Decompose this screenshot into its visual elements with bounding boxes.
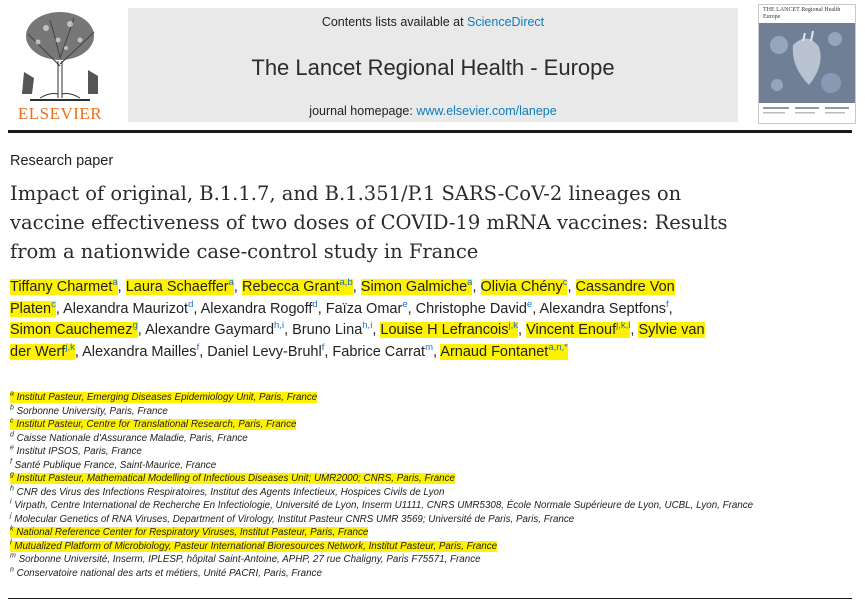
publisher-wordmark: ELSEVIER [17, 104, 103, 123]
affiliation-item [10, 445, 855, 459]
author-affiliation-marker[interactable]: e [526, 298, 533, 310]
author-name-text: Fabrice Carrat [332, 343, 426, 360]
affiliation-text: Institut IPSOS, Paris, France [13, 446, 142, 457]
affiliation-key: g [10, 471, 14, 479]
author-name[interactable] [481, 279, 568, 295]
author-name-text: Tiffany Charmet [10, 279, 113, 295]
article-title: Impact of original, B.1.1.7, and B.1.351/P.1 SARS-CoV-2 lineages on vaccine effectiveness of two doses of COVID-19 mRNA vaccines: Results from a nationwide case-control study in France [10, 182, 728, 263]
author-affiliation-marker[interactable]: j,k,l [616, 320, 631, 332]
author-name-text: Rebecca Grant [241, 279, 340, 295]
affiliation-text: Molecular Genetics of RNA Viruses, Department of Virology, Institut Pasteur CNRS UMR 3569; Université de Paris, Paris, France [11, 513, 575, 525]
author-name-text: Vincent Enouf [526, 322, 617, 338]
affiliation-text: Sorbonne Université, Inserm, IPLESP, hôpital Saint-Antoine, APHP, 27 rue Chaligny, Paris F75571, France [15, 554, 481, 565]
sciencedirect-link[interactable]: ScienceDirect [467, 15, 545, 29]
author-affiliation-marker[interactable]: e [402, 298, 408, 310]
author-name-text: Arnaud Fontanet [440, 343, 549, 360]
affiliation-key: k [10, 525, 14, 533]
author-name-text: Cassandre Von Platen [10, 279, 675, 317]
affiliation-text: Virpath, Centre International de Recherche En Infectiologie, Université de Lyon, Inserm U1111, CNRS UMR5308, École Normale Supérieure de Lyon, UCBL, Lyon, France [11, 500, 754, 511]
author-name[interactable] [10, 279, 118, 295]
contents-availability-line [128, 15, 738, 29]
author-name[interactable] [145, 322, 284, 338]
author-affiliation-marker[interactable]: c [51, 298, 56, 310]
header-divider [8, 130, 852, 133]
journal-homepage-line [128, 104, 738, 118]
affiliation-item [10, 540, 855, 554]
author-name-text: Christophe David [415, 300, 527, 317]
homepage-prefix: journal homepage: [309, 104, 417, 118]
author-affiliation-marker[interactable]: a,b [339, 277, 353, 289]
affiliation-key: i [10, 498, 12, 506]
author-name[interactable] [200, 298, 318, 317]
author-name[interactable] [332, 341, 434, 360]
affiliation-key: n [10, 566, 14, 574]
author-name[interactable] [126, 279, 234, 295]
affiliation-item [10, 513, 855, 527]
affiliation-item [10, 391, 855, 405]
author-affiliation-marker[interactable]: d [312, 298, 318, 310]
affiliation-key: j [10, 512, 12, 520]
author-name[interactable] [526, 322, 630, 338]
affiliation-item [10, 418, 855, 432]
author-name[interactable] [82, 341, 200, 360]
author-affiliation-marker[interactable]: a [228, 277, 234, 289]
affiliation-list [10, 391, 855, 580]
author-affiliation-marker[interactable]: j,k [65, 341, 75, 353]
journal-cover-thumbnail[interactable] [758, 4, 856, 124]
author-name-text: Alexandra Rogoff [200, 300, 313, 317]
affiliation-key: l [10, 539, 12, 547]
author-name-text: Bruno Lina [292, 322, 363, 338]
author-name[interactable] [361, 279, 473, 295]
author-name[interactable] [292, 322, 372, 338]
affiliation-key: m [10, 552, 16, 560]
author-name-text: Simon Galmiche [360, 279, 468, 295]
journal-homepage-link[interactable]: www.elsevier.com/lanepe [416, 104, 557, 118]
author-affiliation-marker[interactable]: a,n,* [548, 341, 568, 353]
affiliation-item [10, 486, 855, 500]
author-name[interactable] [415, 298, 533, 317]
author-name-text: Daniel Levy-Bruhl [207, 343, 322, 360]
author-name-text: Olivia Chény [480, 279, 563, 295]
author-name[interactable] [325, 298, 408, 317]
affiliation-key: h [10, 485, 14, 493]
author-name-text: Sylvie van der Werf [10, 322, 705, 360]
affiliation-item [10, 459, 855, 473]
author-affiliation-marker[interactable]: f [666, 298, 669, 310]
affiliation-item [10, 432, 855, 446]
author-affiliation-marker[interactable]: h,i [274, 320, 285, 332]
affiliation-key: a [10, 390, 14, 398]
author-name-text: Louise H Lefrancois [380, 322, 509, 338]
article-type: Research paper [10, 153, 114, 169]
author-name-text: Alexandra Septfons [539, 300, 667, 317]
author-name[interactable] [242, 279, 353, 295]
author-affiliation-marker[interactable]: f [321, 341, 325, 353]
author-affiliation-marker[interactable]: a [112, 277, 118, 289]
affiliation-key: f [10, 458, 12, 466]
affiliation-text: Institut Pasteur, Mathematical Modelling of Infectious Diseases Unit; UMR2000; CNRS, Paris, France [13, 473, 455, 484]
author-affiliation-marker[interactable]: j,k [508, 320, 519, 332]
affiliation-item [10, 553, 855, 567]
author-name-text: Simon Cauchemez [10, 322, 133, 338]
affiliation-text: Santé Publique France, Saint-Maurice, France [11, 459, 217, 471]
author-name[interactable] [10, 322, 138, 338]
cover-title: THE LANCET Regional Health Europe [763, 7, 841, 20]
affiliation-item [10, 499, 855, 513]
affiliation-text: Mutualized Platform of Microbiology, Pasteur International Bioresources Network, Institut Pasteur, Paris, France [11, 540, 498, 552]
author-affiliation-marker[interactable]: c [562, 277, 568, 289]
contents-prefix: Contents lists available at [321, 15, 468, 29]
affiliation-text: Institut Pasteur, Centre for Translational Research, Paris, France [13, 419, 297, 430]
author-name[interactable] [380, 322, 518, 338]
author-affiliation-marker[interactable]: f [196, 341, 200, 353]
affiliation-text: Caisse Nationale d'Assurance Maladie, Paris, France [13, 432, 248, 444]
author-name[interactable] [440, 341, 568, 360]
affiliation-text: CNR des Virus des Infections Respiratoires, Institut des Agents Infectieux, Hospices Civils de Lyon [13, 486, 445, 498]
affiliation-item [10, 472, 855, 486]
author-affiliation-marker[interactable]: d [188, 298, 194, 310]
author-affiliation-marker[interactable]: m [425, 341, 434, 353]
author-affiliation-marker[interactable]: h,i [362, 320, 373, 332]
author-name-text: Faïza Omar [325, 300, 403, 317]
author-name[interactable] [207, 341, 325, 360]
author-name[interactable] [539, 298, 669, 317]
affiliation-item [10, 526, 855, 540]
author-name-text: Laura Schaeffer [125, 279, 229, 295]
affiliation-key: e [10, 444, 14, 452]
affiliation-text: Conservatoire national des arts et métiers, Unité PACRI, Paris, France [13, 567, 322, 579]
affiliation-text: Sorbonne University, Paris, France [13, 405, 168, 417]
affiliation-text: Institut Pasteur, Emerging Diseases Epidemiology Unit, Paris, France [13, 392, 318, 403]
affiliation-key: d [10, 431, 14, 439]
affiliation-key: c [10, 417, 14, 425]
author-name-text: Alexandre Gaymard [145, 322, 275, 338]
author-name-text: Alexandra Maurizot [63, 300, 189, 317]
affiliation-key: b [10, 404, 14, 412]
author-affiliation-marker[interactable]: a [467, 277, 473, 289]
affiliation-item [10, 405, 855, 419]
affiliation-item [10, 567, 855, 581]
author-name[interactable] [63, 298, 194, 317]
author-name-text: Alexandra Mailles [82, 343, 197, 360]
affiliation-text: National Reference Center for Respiratory Viruses, Institut Pasteur, Paris, France [13, 527, 369, 538]
section-divider [8, 598, 852, 599]
author-list: Tiffany Charmet$^a$, Laura Schaeffer$^a$, Rebecca Grant$^{a,b}$, Simon Galmiche$^a$, Olivia Chény$^c$, Cassandre Von Platen$^c$, Alexandra Maurizot$^d$, Alexandra Rogoff$^d$, Faïza Omar$^e$, Christophe David$^e$, Alexandra Septfons$^f$, Simon Cauchemez$^g$, Alexandre Gaymard$^{h,i}$, Bruno Lina$^{h,i}$, Louise H Lefrancois$^{j,k}$, Vincent Enouf$^{j,k,l}$, Sylvie van der Werf$^{j,k}$, Alexandra Mailles$^f$, Daniel Levy-Bruhl$^f$, Fabrice Carrat$^m$, Arnaud Fontanet$^{a,n,*}$ [10, 277, 705, 360]
author-affiliation-marker[interactable]: g [132, 320, 138, 332]
journal-title: The Lancet Regional Health - Europe [251, 55, 615, 80]
